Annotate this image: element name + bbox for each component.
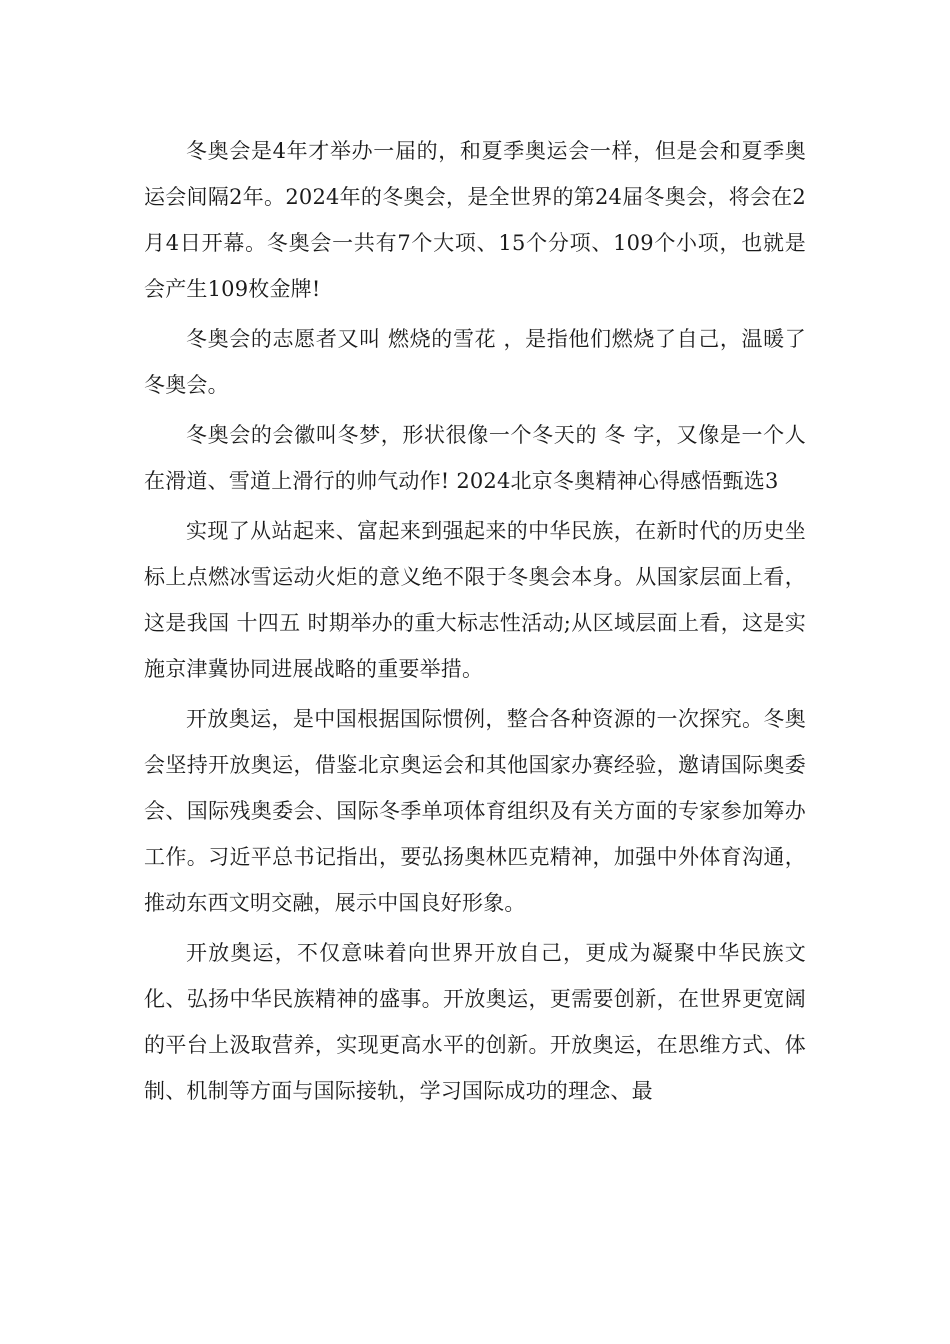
paragraph-3: 冬奥会的会徽叫冬梦，形状很像一个冬天的 冬 字，又像是一个人在滑道、雪道上滑行的帅气动作! 2024北京冬奥精神心得感悟甄选3 bbox=[144, 423, 806, 493]
paragraph-1: 冬奥会是4年才举办一届的，和夏季奥运会一样，但是会和夏季奥运会间隔2年。2024年的冬奥会，是全世界的第24届冬奥会，将会在2月4日开幕。冬奥会一共有7个大项、15个分项、109个小项，也就是会产生109枚金牌! bbox=[144, 139, 806, 301]
paragraph-6: 开放奥运，不仅意味着向世界开放自己，更成为凝聚中华民族文化、弘扬中华民族精神的盛事。开放奥运，更需要创新，在世界更宽阔的平台上汲取营养，实现更高水平的创新。开放奥运，在思维方式、体制、机制等方面与国际接轨，学习国际成功的理念、最 bbox=[144, 941, 806, 1103]
paragraph-5: 开放奥运，是中国根据国际惯例，整合各种资源的一次探究。冬奥会坚持开放奥运，借鉴北京奥运会和其他国家办赛经验，邀请国际奥委会、国际残奥委会、国际冬季单项体育组织及有关方面的专家参加筹办工作。习近平总书记指出，要弘扬奥林匹克精神，加强中外体育沟通，推动东西文明交融，展示中国良好形象。 bbox=[144, 707, 806, 915]
document-body bbox=[144, 128, 806, 1118]
paragraph-4: 实现了从站起来、富起来到强起来的中华民族，在新时代的历史坐标上点燃冰雪运动火炬的意义绝不限于冬奥会本身。从国家层面上看，这是我国 十四五 时期举办的重大标志性活动;从区域层面上看，这是实施京津冀协同进展战略的重要举措。 bbox=[144, 519, 806, 681]
paragraph-2: 冬奥会的志愿者又叫 燃烧的雪花 ，是指他们燃烧了自己，温暖了冬奥会。 bbox=[144, 327, 806, 397]
